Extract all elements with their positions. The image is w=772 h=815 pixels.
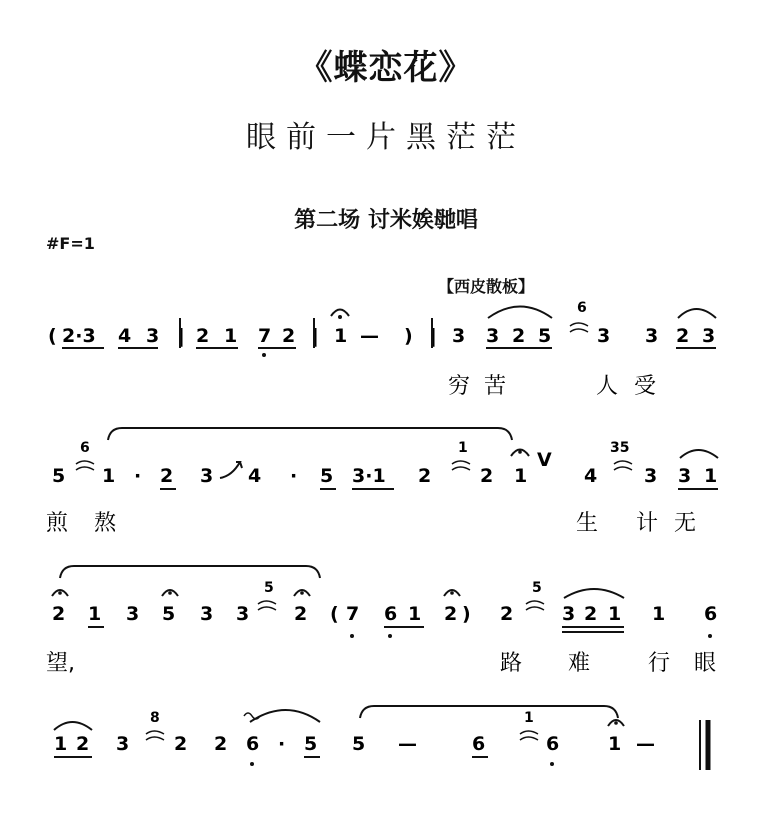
key-signature: #F=1 [46,234,95,253]
scene-heading: 第二场 讨米娭毑唱 [294,208,478,233]
note: 2 [160,465,174,487]
lyric: 生 [576,511,599,536]
note: 1 [704,465,718,487]
note: 2 [584,603,598,625]
song-title: 《蝶恋花》 [298,48,474,88]
lyric: 计 [636,511,659,536]
note: 6 [246,733,260,755]
note: 5 [162,603,176,625]
note: 1 [608,733,622,755]
note: 2 [500,603,514,625]
note: 2 [76,733,90,755]
dash: — [636,733,655,755]
note: 2 [282,325,296,347]
note: 5 [538,325,552,347]
note: 3 [200,603,214,625]
note: 4 [118,325,132,347]
note: 5 [52,465,66,487]
note: 4 [248,465,262,487]
note: 2 [196,325,210,347]
note: 2·3 [62,325,96,347]
note: 5 [352,733,366,755]
mode-label: 【西皮散板】 [438,277,535,296]
note: 5 [304,733,318,755]
note: 1 [652,603,666,625]
note: 2 [480,465,494,487]
note: 1 [102,465,116,487]
note: 3·1 [352,465,386,487]
lyric: 人 [596,374,619,399]
note: 3 [236,603,250,625]
paren: ) [404,325,413,347]
dot: · [278,733,286,755]
note: 2 [418,465,432,487]
notation-line-3 [52,566,717,638]
note: 6 [546,733,560,755]
note: 1 [514,465,528,487]
note: 1 [88,603,102,625]
grace-note: 1 [458,440,468,456]
note: 3 [678,465,692,487]
note: 2 [676,325,690,347]
song-subtitle: 眼前一片黑茫茫 [246,120,526,155]
barline: | [430,325,437,347]
lyric: 眼 [694,651,717,676]
grace-note: 35 [610,440,630,456]
note: 7 [346,603,360,625]
note: 2 [444,603,458,625]
notation-line-2 [52,428,718,489]
note: ( [48,325,57,347]
note: 1 [224,325,238,347]
note: 2 [512,325,526,347]
barline: | [178,325,185,347]
note: 6 [704,603,718,625]
grace-note: 5 [264,580,274,596]
notation-line-1 [48,300,716,357]
lyric: 路 [500,651,523,676]
grace-note: 8 [150,710,160,726]
note: 3 [702,325,716,347]
note: 3 [562,603,576,625]
lyric: 望, [46,651,75,676]
lyric: 熬 [94,511,117,536]
note: 1 [408,603,422,625]
note: 2 [174,733,188,755]
note: 3 [486,325,500,347]
note: 6 [384,603,398,625]
dash: — [360,325,379,347]
grace-note: 6 [577,300,587,316]
dash: — [398,733,417,755]
note: 2 [52,603,66,625]
grace-note: 5 [532,580,542,596]
lyric: 无 [674,511,697,536]
note: 5 [320,465,334,487]
note: 3 [645,325,659,347]
note: 3 [146,325,160,347]
paren: ) [462,603,471,625]
lyric: 穷 [448,374,471,399]
note: 3 [116,733,130,755]
lyric: 煎 [46,511,69,536]
note: 3 [597,325,611,347]
lyric: 苦 [484,374,507,399]
lyric: 难 [568,651,591,676]
paren: ( [330,603,339,625]
note: 4 [584,465,598,487]
note: 1 [608,603,622,625]
notation-line-4 [54,706,708,770]
note: 3 [126,603,140,625]
breath-mark: V [537,449,552,471]
grace-note: 6 [80,440,90,456]
note: 2 [294,603,308,625]
dot: · [134,465,142,487]
note: 3 [644,465,658,487]
note: 7 [258,325,272,347]
note: 6 [472,733,486,755]
note: 3 [200,465,214,487]
note: 1 [54,733,68,755]
lyric: 受 [634,374,657,399]
note: 2 [214,733,228,755]
grace-note: 1 [524,710,534,726]
barline: | [312,325,319,347]
lyric: 行 [648,651,671,676]
note: 1 [334,325,348,347]
dot: · [290,465,298,487]
note: 3 [452,325,466,347]
